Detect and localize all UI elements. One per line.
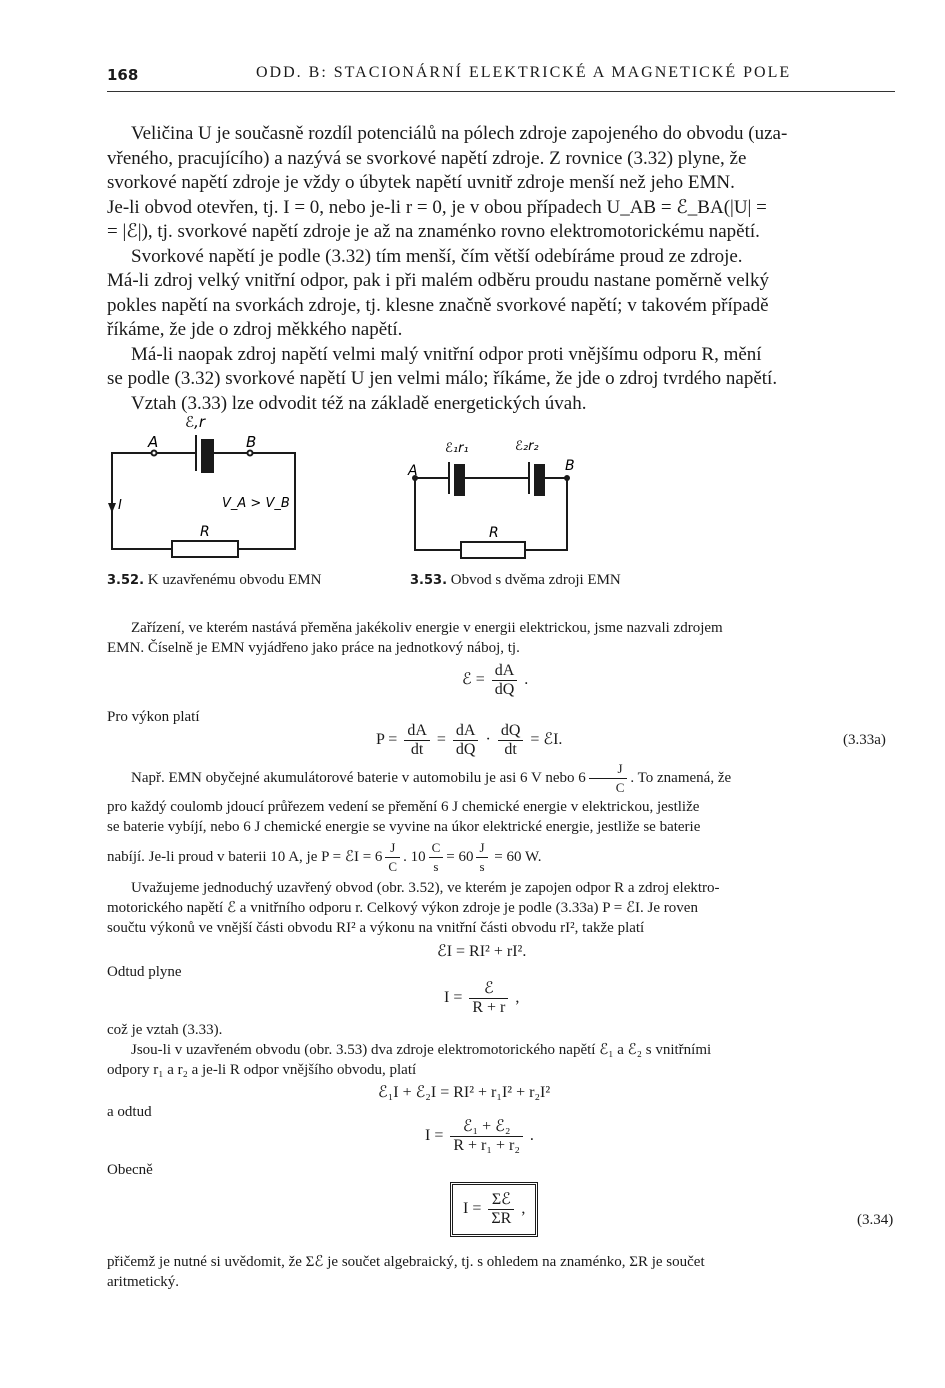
running-title: ODD. B: STACIONÁRNÍ ELEKTRICKÉ A MAGNETICKÉ POLE: [256, 64, 792, 81]
text-span: = 60 W.: [494, 848, 542, 865]
fig1-label-r: R: [200, 524, 210, 540]
fig2-label-r: R: [489, 525, 499, 541]
fig1-label-va-vb: V_A > V_B: [222, 496, 290, 511]
fraction: [589, 760, 628, 797]
text-line: svorkové napětí zdroje je vždy o úbytek napětí uvnitř zdroje menší než jeho EMN.: [107, 172, 735, 193]
equation-emf-definition: [462, 662, 528, 699]
numerator: ℰ₁ + ℰ₂: [450, 1118, 523, 1137]
equation-power: [376, 722, 562, 759]
eq-dot: ·: [485, 731, 491, 749]
caption-number: 3.53.: [410, 573, 448, 588]
text-line: pro každý coulomb jdoucí průřezem vedení se přemění 6 J chemické energie v elektrickou, jestliže: [107, 799, 700, 815]
text-line: Svorkové napětí je podle (3.32) tím menší, čím větší odebíráme proud ze zdroje.: [131, 245, 743, 267]
text-span: . 10: [403, 848, 426, 865]
equation-power-balance: ℰI = RI² + rI².: [437, 943, 527, 960]
caption-number: 3.52.: [107, 573, 145, 588]
eq-tail: ,: [521, 1200, 526, 1218]
paragraph-simple-circuit: [107, 878, 897, 938]
circuit-diagram-3-53: [405, 430, 585, 560]
power-label: Pro výkon platí: [107, 709, 200, 725]
fraction: [476, 839, 487, 876]
odtud-plyne-label: Odtud plyne: [107, 964, 182, 980]
page-number: 168: [107, 66, 139, 84]
text-line: Uvažujeme jednoduchý uzavřený obvod (obr. 3.52), ve kterém je zapojen odpor R a zdroj elektro-: [131, 880, 720, 896]
text-line: Jsou-li v uzavřeném obvodu (obr. 3.53) dva zdroje elektromotorického napětí ℰ₁ a ℰ₂ s vnitřními: [131, 1042, 712, 1058]
eq-lhs: ℰ =: [462, 671, 485, 689]
fraction: [453, 722, 479, 759]
paragraph-battery-example: [107, 760, 897, 876]
numerator: dA: [404, 722, 430, 741]
fraction: [429, 839, 444, 876]
denominator: C: [388, 859, 398, 874]
fig1-label-i: I: [118, 498, 122, 513]
denominator: dQ: [455, 741, 476, 758]
denominator: C: [615, 780, 625, 795]
text-line: přičemž je nutné si uvědomit, že Σℰ je součet algebraický, tj. s ohledem na znaménko, ΣR je součet: [107, 1254, 705, 1270]
obecne-label: Obecně: [107, 1162, 153, 1178]
fig2-emf2-label: ℰ₂r₂: [515, 439, 539, 454]
text-line: Má-li naopak zdroj napětí velmi malý vnitřní odpor proti vnějšímu odporu R, mění: [131, 343, 762, 365]
eq-sign: =: [436, 731, 446, 749]
text-line: odpory r₁ a r₂ a je-li R odpor vnějšího obvodu, platí: [107, 1062, 417, 1078]
fraction: [450, 1118, 523, 1155]
fig1-label-b: B: [246, 433, 257, 451]
equation-number-3-34: (3.34): [857, 1212, 894, 1228]
equation-number-3-33a: (3.33a): [843, 732, 886, 748]
text-span: = 60: [446, 848, 474, 865]
text-line: aritmetický.: [107, 1274, 180, 1290]
numerator: ℰ: [469, 980, 508, 999]
paragraph-intro: [107, 618, 897, 658]
text-line: = |ℰ|), tj. svorkové napětí zdroje je až na znaménko rovno elektromotorickému napětí.: [107, 221, 760, 242]
numerator: J: [476, 839, 487, 858]
eq-lhs: I =: [463, 1200, 482, 1218]
fraction: [498, 722, 524, 759]
figure-caption-3-53: [410, 572, 621, 589]
text-line: se podle (3.32) svorkové napětí U jen velmi málo; říkáme, že jde o zdroj tvrdého napětí.: [107, 368, 778, 389]
text-line: vřeného, pracujícího) a nazývá se svorkové napětí zdroje. Z rovnice (3.32) plyne, že: [107, 147, 747, 169]
eq-rhs: = ℰI.: [530, 731, 563, 749]
fig2-label-b: B: [565, 458, 575, 474]
denominator: dt: [504, 741, 517, 758]
denominator: dQ: [494, 681, 515, 698]
fraction: [469, 980, 508, 1017]
equation-current-two-sources: [425, 1118, 534, 1155]
fig2-label-a: A: [408, 463, 418, 479]
eq-lhs: P =: [376, 731, 398, 749]
denominator: s: [433, 859, 439, 874]
text-line: Má-li zdroj velký vnitřní odpor, pak i při malém odběru proudu nastane poměrně velký: [107, 270, 769, 291]
fraction: [404, 722, 430, 759]
text-line: součtu výkonů ve vnější části obvodu RI² a výkonu na vnitřní části obvodu rI², takže platí: [107, 920, 645, 936]
caption-text: Obvod s dvěma zdroji EMN: [450, 572, 621, 588]
text-line: motorického napětí ℰ a vnitřního odporu r. Celkový výkon zdroje je podle (3.33a) P = ℰI. Je roven: [107, 900, 698, 916]
text-line: Zařízení, ve kterém nastává přeměna jakékoliv energie v energii elektrickou, jsme nazvali zdrojem: [131, 620, 723, 636]
numerator: dA: [492, 662, 518, 681]
text-line: Veličina U je současně rozdíl potenciálů na pólech zdroje zapojeného do obvodu (uza-: [131, 123, 788, 144]
a-odtud-label: a odtud: [107, 1104, 152, 1120]
eq-tail: .: [529, 1127, 534, 1145]
text-line: Je-li obvod otevřen, tj. I = 0, nebo je-li r = 0, je v obou případech U_AB = ℰ_BA(|U| =: [107, 196, 767, 218]
text-span: . To znamená, že: [630, 769, 732, 786]
equation-two-sources: ℰ₁I + ℰ₂I = RI² + r₁I² + r₂I²: [378, 1084, 551, 1101]
paragraph-closing: [107, 1252, 897, 1292]
denominator: R + r: [472, 999, 506, 1016]
text-line: což je vztah (3.33).: [107, 1022, 223, 1038]
numerator: J: [589, 760, 628, 779]
equation-general-boxed: [450, 1182, 538, 1237]
header-rule: [107, 91, 895, 92]
body-large-text: [107, 122, 892, 416]
text-line: se baterie vybíjí, nebo 6 J chemické energie se vyvine na úkor elektrické energie, jestliže se baterie: [107, 819, 701, 835]
numerator: dA: [453, 722, 479, 741]
eq-lhs: I =: [444, 989, 463, 1007]
numerator: dQ: [498, 722, 524, 741]
fig1-emf-label: ℰ,r: [185, 413, 206, 431]
text-line: pokles napětí na svorkách zdroje, tj. klesne značně svorkové napětí; v takovém případě: [107, 294, 769, 316]
caption-text: K uzavřenému obvodu EMN: [147, 572, 322, 588]
figure-caption-3-52: [107, 572, 321, 589]
denominator: R + r₁ + r₂: [453, 1137, 520, 1154]
circuit-diagram-3-52: [100, 405, 310, 570]
text-line: říkáme, že jde o zdroj měkkého napětí.: [107, 319, 403, 340]
text-line: Vztah (3.33) lze odvodit též na základě energetických úvah.: [131, 392, 587, 414]
paragraph-two-sources: [107, 1020, 897, 1080]
numerator: J: [385, 839, 400, 858]
eq-lhs: I =: [425, 1127, 444, 1145]
text-span: Např. EMN obyčejné akumulátorové baterie v automobilu je asi 6 V nebo 6: [131, 769, 586, 786]
denominator: s: [479, 859, 485, 874]
text-span: nabíjí. Je-li proud v baterii 10 A, je P = ℰI = 6: [107, 848, 383, 865]
equation-current-simple: [444, 980, 519, 1017]
fig2-emf1-label: ℰ₁r₁: [445, 441, 469, 456]
fraction: [492, 662, 518, 699]
eq-tail: .: [524, 671, 529, 689]
numerator: Σℰ: [488, 1191, 514, 1210]
text-line: EMN. Číselně je EMN vyjádřeno jako práce na jednotkový náboj, tj.: [107, 640, 520, 656]
numerator: C: [429, 839, 444, 858]
fraction: [488, 1191, 514, 1228]
denominator: ΣR: [491, 1210, 512, 1227]
fig1-label-a: A: [148, 433, 159, 451]
denominator: dt: [410, 741, 424, 758]
fraction: [385, 839, 400, 876]
eq-tail: ,: [515, 989, 520, 1007]
text-line: [107, 760, 897, 797]
text-line: [107, 839, 897, 876]
